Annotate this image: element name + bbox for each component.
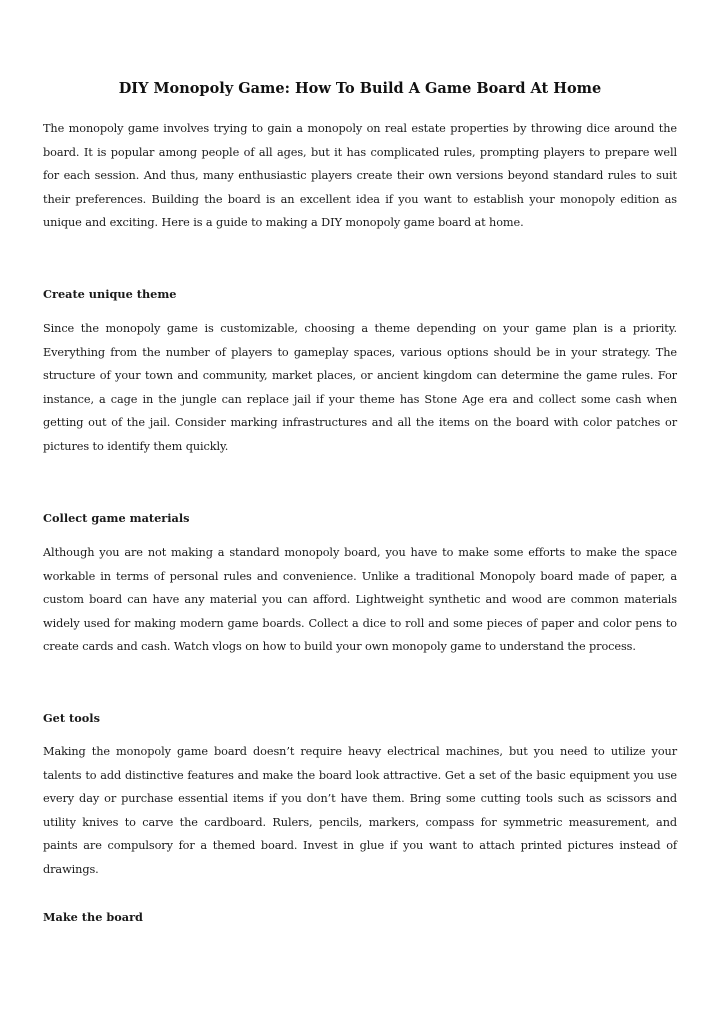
section-body-collect-game-materials: Although you are not making a standard monopoly board, you have to make some efforts to make the space workable in terms of personal rules and convenience. Unlike a traditional Monopoly board made of paper, a custom board can have any material you can afford. Lightweight synthetic and wood are common materials widely used for making modern game boards. Collect a dice to roll and some pieces of paper and color pens to create cards and cash. Watch vlogs on how to build your own monopoly game to understand the process. (43, 546, 677, 653)
section-heading-make-the-board: Make the board (43, 910, 143, 924)
section-body-get-tools: Making the monopoly game board doesn’t require heavy electrical machines, but you need to utilize your talents to add distinctive features and make the board look attractive. Get a set of the basic equipment you use every day or purchase essential items if you don’t have them. Bring some cutting tools such as scissors and utility knives to carve the cardboard. Rulers, pencils, markers, compass for symmetric measurement, and paints are compulsory for a themed board. Invest in glue if you want to attach printed pictures instead of drawings. (43, 745, 677, 876)
intro-paragraph: The monopoly game involves trying to gain a monopoly on real estate properties by throwing dice around the board. It is popular among people of all ages, but it has complicated rules, prompting players to prepare well for each session. And thus, many enthusiastic players create their own versions beyond standard rules to suit their preferences. Building the board is an excellent idea if you want to establish your monopoly edition as unique and exciting. Here is a guide to making a DIY monopoly game board at home. (43, 122, 677, 229)
section-heading-collect-game-materials: Collect game materials (43, 511, 190, 525)
section-heading-get-tools: Get tools (43, 711, 100, 725)
section-heading-create-unique-theme: Create unique theme (43, 287, 177, 301)
section-body-create-unique-theme: Since the monopoly game is customizable, choosing a theme depending on your game plan is a priority. Everything from the number of players to gameplay spaces, various options should be in your strategy. The structure of your town and community, market places, or ancient kingdom can determine the game rules. For instance, a cage in the jungle can replace jail if your theme has Stone Age era and collect some cash when getting out of the jail. Consider marking infrastructures and all the items on the board with color patches or pictures to identify them quickly. (43, 322, 677, 453)
document-title: DIY Monopoly Game: How To Build A Game Board At Home (118, 80, 602, 97)
